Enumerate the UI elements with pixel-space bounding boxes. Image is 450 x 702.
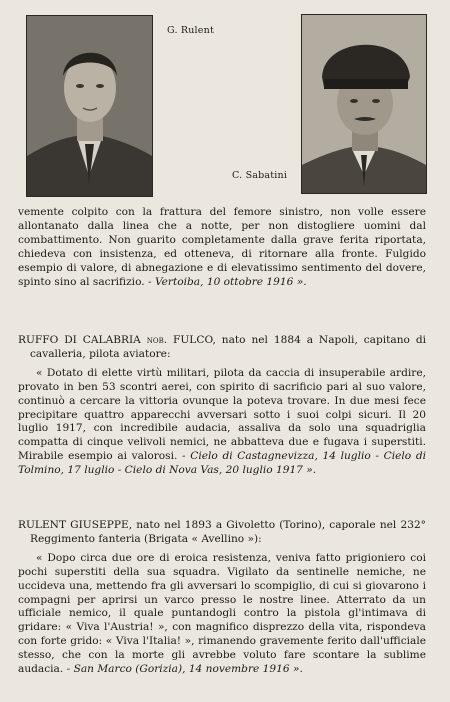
entry-rulent-name: RULENT GIUSEPPE,	[18, 519, 133, 531]
continuation-paragraph	[18, 206, 426, 289]
continuation-text: vemente colpito con la frattura del femore sinistro, non volle essere allontanato dalla linea che a notte, per non distogliere uomini dal combattimento. Non guarito completamente dalla grave ferita riportata, chiedeva con insistenza, ed otteneva, di ritornare alla fronte. Fulgido esempio di valore, di abnegazione e di elevatissimo sentimento del dovere, spinto sino al sacrifizio.	[18, 206, 426, 288]
portrait-photo-rulent	[26, 15, 153, 197]
entry-rulent-citation: - San Marco (Gorizia), 14 novembre 1916 ».	[66, 663, 303, 676]
entry-ruffo-citation: - Cielo di Castagnevizza, 14 luglio - Cielo di Tolmino, 17 luglio - Cielo di Nova Vas, 20 luglio 1917 ».	[18, 450, 426, 477]
caption-rulent: G. Rulent	[167, 25, 214, 36]
portrait-photo-sabatini	[301, 14, 427, 194]
entry-rulent-details: nato nel 1893 a Givoletto (Torino), caporale nel 232° Reggimento fanteria (Brigata « Avellino »):	[30, 519, 426, 545]
continuation-citation: - Vertoiba, 10 ottobre 1916 ».	[148, 275, 307, 288]
entry-ruffo-name: RUFFO DI CALABRIA	[18, 334, 141, 346]
entry-rulent-quote: « Dopo circa due ore di eroica resistenza, veniva fatto prigioniero coi pochi superstiti della sua squadra. Vigilato da sentinelle nemiche, ne uccideva una, mettendo fra gli avversari lo scompiglio, di cui si giovarono i compagni per aprirsi un varco presso le nostre linee. Atterrato da un ufficiale nemico, il quale puntandogli contro la pistola gl'intimava di gridare: « Viva l'Austria! », con magnifico disprezzo della vita, rispondeva con forte grido: « Viva l'Italia! », rimanendo gravemente ferito dall'ufficiale stesso, che con la morte gli avrebbe voluto fare scontare la sublime audacia.	[18, 551, 426, 676]
entry-ruffo-title: nob.	[146, 334, 168, 346]
caption-sabatini: C. Sabatini	[232, 170, 288, 181]
entry-rulent-motivation	[18, 552, 426, 677]
entry-rulent	[18, 519, 426, 677]
entry-ruffo-motivation	[18, 367, 426, 478]
entry-ruffo-details: FULCO, nato nel 1884 a Napoli, capitano di cavalleria, pilota aviatore:	[30, 334, 426, 360]
entry-rulent-heading	[18, 519, 426, 547]
entry-ruffo-quote: « Dotato di elette virtù militari, pilota da caccia di insuperabile ardire, provato in ben 53 scontri aerei, con spirito di sacrificio pari al suo valore, continuò a cercare la vittoria ovunque la poteva trovare. In due mesi fece precipitare quattro apparecchi avversari sotto i suoi colpi sicuri. Il 20 luglio 1917, con incredibile audacia, assaliva da solo una squadriglia compatta di cinque velivoli nemici, ne abbatteva due e fugava i superstiti. Mirabile esempio ai valorosi.	[18, 366, 426, 463]
entry-ruffo	[18, 334, 426, 478]
entry-ruffo-heading	[18, 334, 426, 362]
